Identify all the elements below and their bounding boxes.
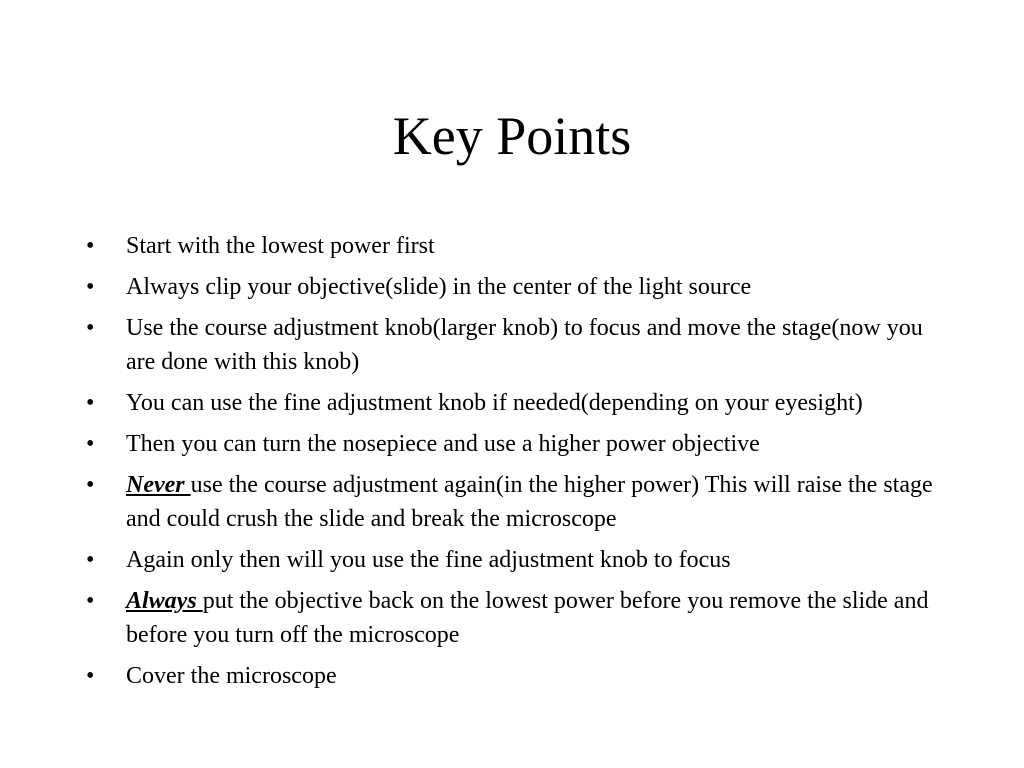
bullet-list [86, 229, 946, 700]
bullet-marker: • [86, 472, 95, 498]
bullet-item [86, 659, 946, 693]
emphasis-never: Never [126, 472, 191, 498]
bullet-text: Then you can turn the nosepiece and use a higher power objective [126, 431, 760, 457]
bullet-text: put the objective back on the lowest power before you remove the slide and before you turn off the microscope [126, 588, 929, 648]
bullet-text: Use the course adjustment knob(larger knob) to focus and move the stage(now you are done with this knob) [126, 315, 923, 375]
bullet-item [86, 311, 946, 379]
bullet-marker: • [86, 274, 95, 300]
bullet-marker: • [86, 390, 95, 416]
bullet-marker: • [86, 233, 95, 259]
bullet-marker: • [86, 663, 95, 689]
bullet-marker: • [86, 431, 95, 457]
bullet-text: Always clip your objective(slide) in the center of the light source [126, 274, 752, 300]
bullet-text: Start with the lowest power first [126, 233, 435, 259]
bullet-marker: • [86, 588, 95, 614]
bullet-marker: • [86, 315, 95, 341]
bullet-text: Cover the microscope [126, 663, 337, 689]
bullet-item [86, 468, 946, 536]
emphasis-always: Always [126, 588, 203, 614]
bullet-item [86, 427, 946, 461]
bullet-item [86, 229, 946, 263]
bullet-text: Again only then will you use the fine adjustment knob to focus [126, 547, 731, 573]
bullet-text: You can use the fine adjustment knob if needed(depending on your eyesight) [126, 390, 863, 416]
bullet-item [86, 386, 946, 420]
bullet-item [86, 584, 946, 652]
bullet-text: use the course adjustment again(in the higher power) This will raise the stage and could crush the slide and break the microscope [126, 472, 933, 532]
bullet-item [86, 543, 946, 577]
slide-title: Key Points [392, 106, 632, 166]
bullet-item [86, 270, 946, 304]
bullet-marker: • [86, 547, 95, 573]
